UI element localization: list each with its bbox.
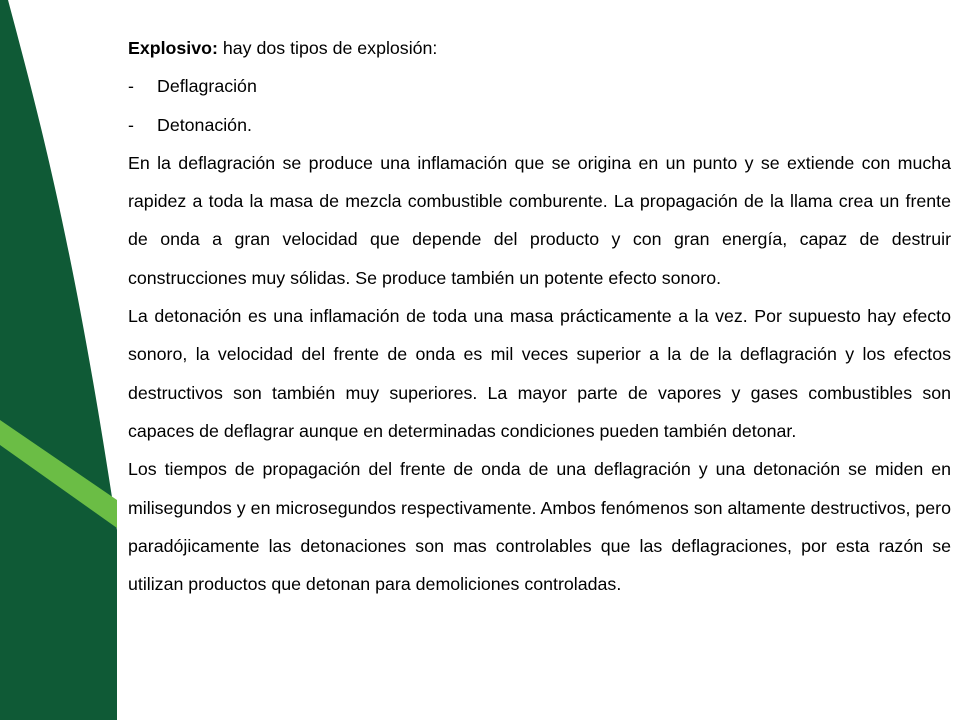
list-item bbox=[128, 67, 951, 105]
list-item-text: Deflagración bbox=[157, 76, 257, 97]
list-dash: - bbox=[128, 114, 134, 135]
heading-term: Explosivo: bbox=[128, 38, 218, 58]
paragraph-deflagration: En la deflagración se produce una inflamación que se origina en un punto y se extiende con mucha rapidez a toda la masa de mezcla combustible comburente. La propagación de la llama crea un frente de onda a gran velocidad que depende del producto y con gran energía, capaz de destruir construcciones muy sólidas. Se produce también un potente efecto sonoro. bbox=[128, 152, 951, 288]
list-item bbox=[128, 106, 951, 144]
heading-rest: hay dos tipos de explosión: bbox=[217, 38, 438, 58]
list-dash: - bbox=[128, 76, 134, 97]
list-item-text: Detonación. bbox=[157, 114, 252, 135]
slide-body bbox=[128, 29, 951, 603]
paragraph-propagation-times: Los tiempos de propagación del frente de onda de una deflagración y una detonación se miden en milisegundos y en microsegundos respectivamente. Ambos fenómenos son altamente destructivos, pero paradójicamente las detonaciones son mas controlables que las deflagraciones, por esta razón se utilizan productos que detonan para demoliciones controladas. bbox=[128, 459, 951, 595]
paragraph-detonation: La detonación es una inflamación de toda una masa prácticamente a la vez. Por supuesto hay efecto sonoro, la velocidad del frente de onda es mil veces superior a la de la deflagración y los efectos destructivos son también muy superiores. La mayor parte de vapores y gases combustibles son capaces de deflagrar aunque en determinadas condiciones pueden también detonar. bbox=[128, 306, 951, 441]
dark-green-curve-shape bbox=[0, 0, 117, 720]
heading-line bbox=[128, 29, 951, 67]
